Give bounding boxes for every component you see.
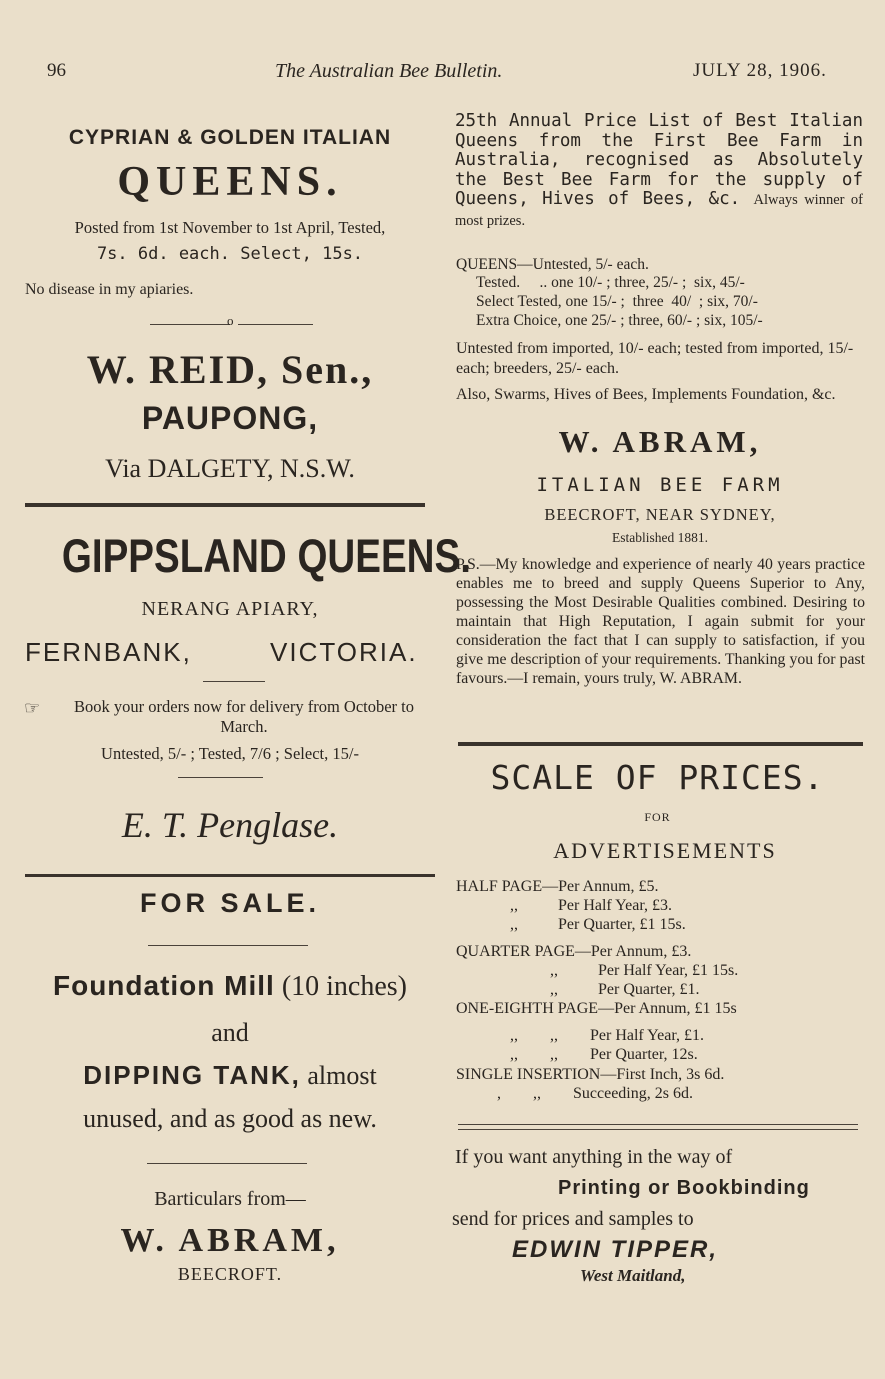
sale-item-1-bold: Foundation Mill (52, 970, 275, 1001)
divider (458, 1129, 858, 1130)
penglase-prices: Untested, 5/- ; Tested, 7/6 ; Select, 15/- (101, 744, 359, 763)
abram-established: Established 1881. (612, 530, 708, 545)
scale-title: SCALE OF PRICES. (490, 758, 825, 797)
abram-also: Also, Swarms, Hives of Bees, Implements Foundation, &c. (456, 386, 836, 403)
abram-extra: Extra Choice, one 25/- ; three, 60/- ; six, 105/- (476, 312, 763, 329)
section-divider (458, 742, 863, 746)
divider (238, 324, 313, 325)
divider (150, 324, 230, 325)
reid-name: W. REID, Sen., (86, 347, 374, 392)
abram-queens: QUEENS—Untested, 5/- each. (456, 256, 649, 273)
abram-imported: Untested from imported, 10/- each; tested from imported, 15/- each; breeders, 25/- each. (456, 340, 854, 377)
abram-location: BEECROFT, NEAR SYDNEY, (544, 505, 776, 524)
divider (178, 777, 263, 778)
sale-item-2 (25, 1060, 435, 1091)
price-row: SINGLE INSERTION—First Inch, 3s 6d. (456, 1066, 725, 1083)
reid-price: 7s. 6d. each. Select, 15s. (96, 244, 364, 264)
divider (458, 1124, 858, 1125)
divider (203, 681, 265, 682)
reid-no-disease: No disease in my apiaries. (25, 281, 194, 298)
price-row: , ,, Succeeding, 2s 6d. (497, 1085, 693, 1102)
tipper-name: EDWIN TIPPER, (512, 1236, 719, 1263)
sale-item-1 (20, 970, 440, 1003)
abram-farm: ITALIAN BEE FARM (536, 474, 784, 496)
price-row: ,, Per Quarter, £1 15s. (510, 916, 686, 933)
price-row: ,, Per Half Year, £1 15s. (550, 962, 739, 979)
sale-particulars: Barticulars from— (154, 1188, 306, 1210)
penglase-town: FERNBANK, (25, 637, 192, 667)
sale-title: FOR SALE. (139, 888, 320, 918)
penglase-signature: E. T. Penglase. (121, 805, 339, 845)
divider (147, 1163, 307, 1164)
sale-name: W. ABRAM, (120, 1222, 340, 1259)
abram-intro (455, 112, 863, 231)
pointing-hand-icon: ☞ (24, 698, 41, 719)
reid-heading-1: CYPRIAN & GOLDEN ITALIAN (68, 126, 392, 149)
price-row: ,, ,, Per Quarter, 12s. (510, 1046, 698, 1063)
abram-ps: P.S.—My knowledge and experience of nearly 40 years practice enables me to breed and supply Queens Superior to Any, possessing the Most Desirable Qualities combined. Desiring to maintain that High Reputation, I again submit for your consideration the fact that I can supply to satisfaction, if you give me description of your requirements. Thanking you for past favours.—I remain, yours truly, W. ABRAM. (456, 556, 865, 687)
scale-subtitle: ADVERTISEMENTS (553, 838, 777, 863)
sale-item-2-bold: DIPPING TANK, (83, 1060, 301, 1090)
price-row: ONE-EIGHTH PAGE—Per Annum, £1 15s (456, 1000, 737, 1017)
scale-for: FOR (644, 810, 671, 824)
reid-via: Via DALGETY, N.S.W. (105, 454, 355, 483)
reid-posted: Posted from 1st November to 1st April, Tested, (74, 218, 386, 237)
divider (148, 945, 308, 946)
price-row: HALF PAGE—Per Annum, £5. (456, 878, 659, 895)
sale-and: and (211, 1018, 249, 1047)
abram-intro-small: Always winner of most prizes. (455, 192, 863, 229)
section-divider (25, 874, 435, 877)
reid-heading-2: QUEENS. (117, 159, 343, 205)
tipper-line-3: send for prices and samples to (452, 1208, 694, 1230)
abram-select: Select Tested, one 15/- ; three 40/ ; six, 70/- (476, 293, 758, 310)
penglase-title: GIPPSLAND QUEENS. (61, 529, 471, 582)
price-row: ,, ,, Per Half Year, £1. (510, 1027, 705, 1044)
issue-date: JULY 28, 1906. (693, 60, 827, 81)
penglase-book: Book your orders now for delivery from October to March. (74, 697, 414, 736)
journal-title: The Australian Bee Bulletin. (275, 60, 503, 82)
tipper-line-2: Printing or Bookbinding (558, 1177, 810, 1199)
tipper-line-1: If you want anything in the way of (455, 1146, 733, 1168)
abram-tested: Tested. .. one 10/- ; three, 25/- ; six, 45/- (476, 274, 745, 291)
price-row: ,, Per Half Year, £3. (510, 897, 673, 914)
tipper-place: West Maitland, (580, 1266, 686, 1285)
section-divider (25, 503, 425, 507)
sale-condition: unused, and as good as new. (83, 1104, 377, 1133)
sale-item-1-rest: (10 inches) (274, 971, 408, 1002)
abram-intro-text: 25th Annual Price List of Best Italian Queens from the First Bee Farm in Australia, recognised as Absolutely the Best Bee Farm for the supply of Queens, Hives of Bees, &c. (455, 111, 863, 209)
reid-place: PAUPONG, (141, 400, 319, 436)
penglase-state: VICTORIA. (270, 637, 418, 667)
sale-place: BEECROFT. (177, 1264, 283, 1284)
price-row: ,, Per Quarter, £1. (550, 981, 700, 998)
abram-name: W. ABRAM, (558, 424, 762, 459)
penglase-apiary: NERANG APIARY, (141, 598, 319, 620)
page-number: 96 (47, 60, 66, 81)
price-row: QUARTER PAGE—Per Annum, £3. (456, 943, 692, 960)
sale-item-2-rest: almost (300, 1061, 377, 1090)
ornament: o (227, 313, 234, 328)
